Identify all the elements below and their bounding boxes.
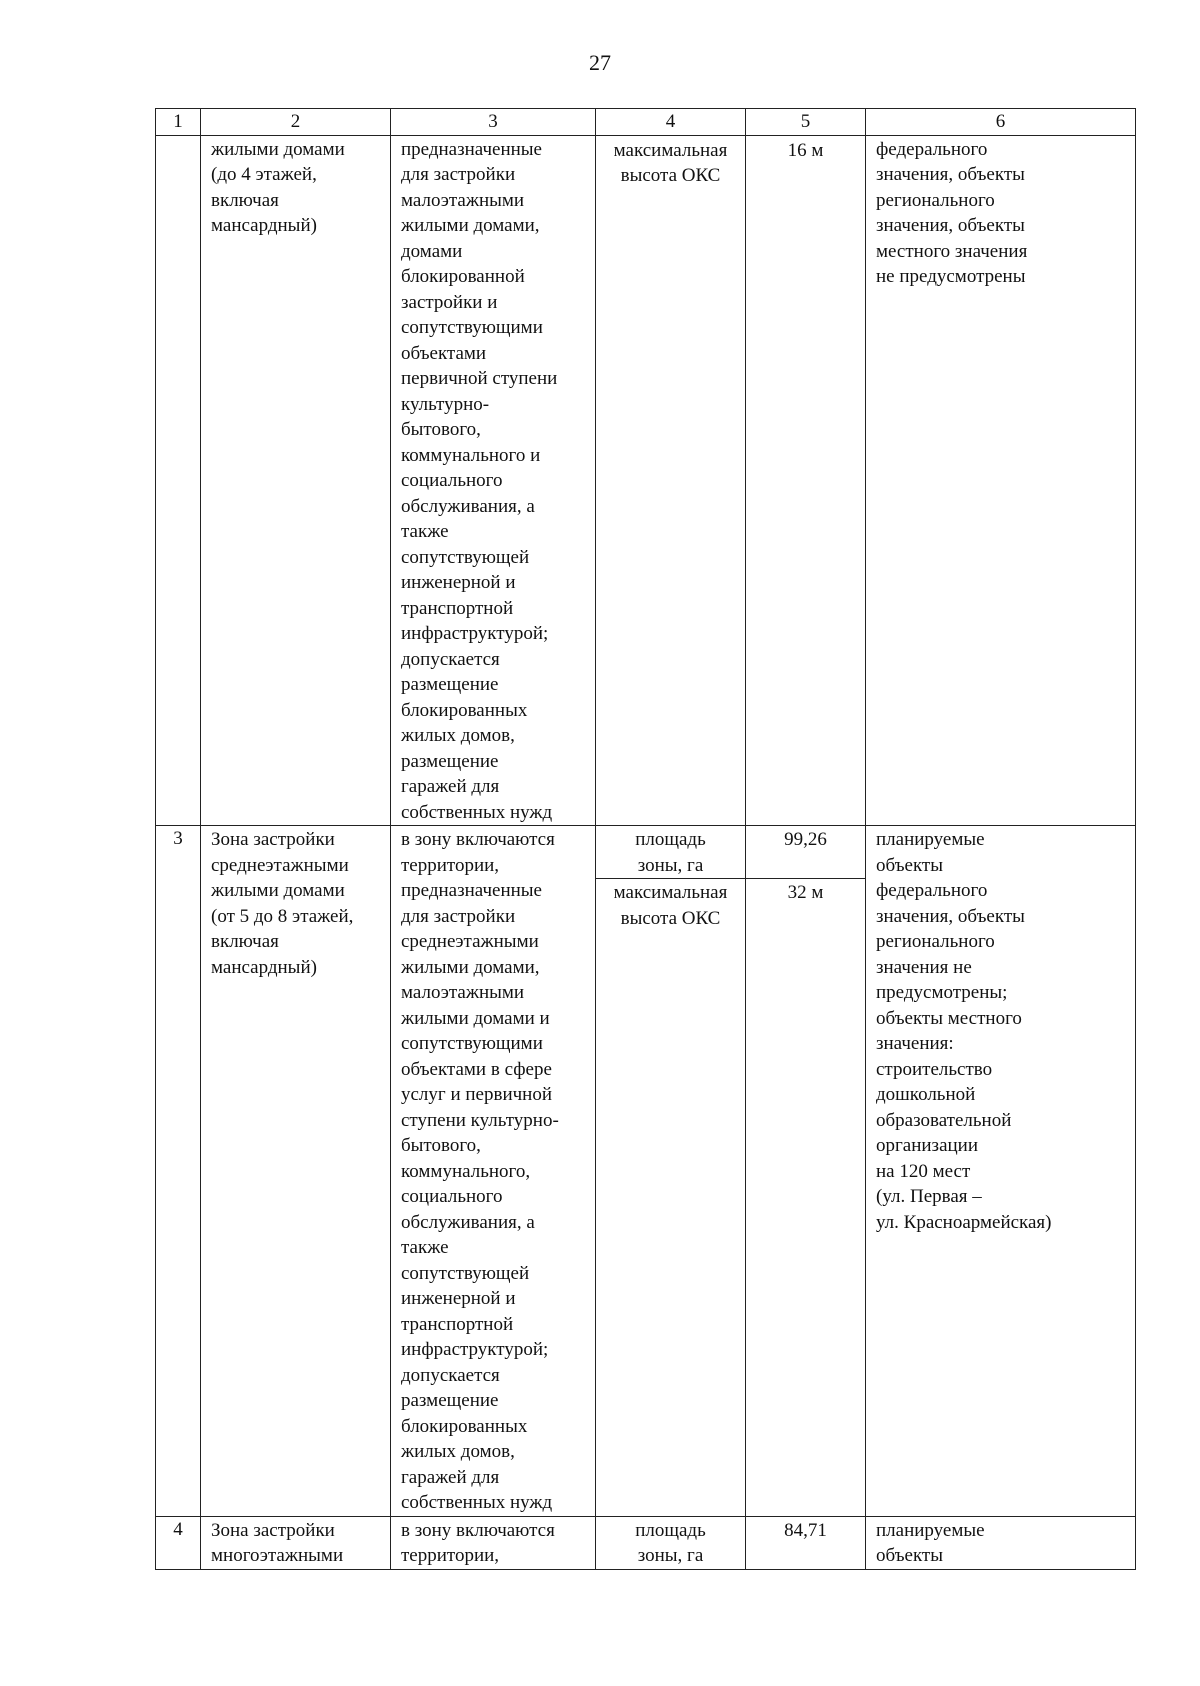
objects-line: организации: [876, 1135, 979, 1156]
height-value-text: 32 м: [787, 882, 824, 903]
objects-line: значения, объекты: [876, 905, 1025, 927]
description-line: услуг и первичной: [401, 1084, 553, 1105]
objects-line: объекты: [876, 1545, 944, 1566]
description-line: сопутствующей: [401, 1262, 530, 1284]
description-line: также: [401, 1237, 449, 1258]
row-number-cell: 4: [156, 1516, 201, 1569]
parameter-value-cell: [746, 826, 866, 1517]
description-line: среднеэтажными: [401, 931, 539, 952]
description-line: инженерной и: [401, 572, 516, 593]
area-parameter-label: [596, 827, 745, 879]
objects-line: федерального: [876, 138, 988, 160]
zone-description-cell: [391, 1516, 596, 1569]
description-line: в зону включаются: [401, 1519, 555, 1541]
description-line: домами: [401, 240, 463, 262]
area-value-text: 99,26: [784, 829, 827, 850]
height-value: [750, 879, 861, 906]
spacer: [746, 853, 865, 879]
height-parameter-label: [600, 137, 741, 189]
description-line: первичной ступени: [401, 368, 558, 389]
height-parameter-label: [600, 879, 741, 931]
header-row: [156, 109, 1136, 136]
description-line: сопутствующими: [401, 1033, 543, 1054]
description-line: обслуживания, а: [401, 495, 535, 517]
description-line: жилых домов,: [401, 1441, 515, 1462]
description-line: малоэтажными: [401, 982, 525, 1003]
zone-name-cell: [201, 1516, 391, 1569]
zone-name-cell: [201, 135, 391, 826]
zone-name-line: Зона застройки: [211, 829, 335, 850]
planned-objects-cell: [866, 826, 1136, 1517]
table-row: [156, 135, 1136, 826]
zone-name-line: включая: [211, 189, 279, 211]
parameter-line: площадь: [635, 829, 706, 850]
description-line: размещение: [401, 750, 499, 772]
planned-objects-cell: [866, 135, 1136, 826]
description-line: допускается: [401, 1364, 500, 1386]
zone-name-line: мансардный): [211, 215, 317, 236]
objects-line: (ул. Первая –: [876, 1186, 982, 1207]
objects-line: местного значения: [876, 240, 1028, 262]
planned-objects-cell: [866, 1516, 1136, 1569]
description-line: коммунального,: [401, 1160, 531, 1182]
zone-name-line: мансардный): [211, 956, 317, 978]
description-line: объектами в сфере: [401, 1058, 552, 1080]
row-number-cell: 3: [156, 826, 201, 1517]
objects-line: значения, объекты: [876, 215, 1025, 236]
description-line: для застройки: [401, 905, 516, 927]
table-row: [156, 1516, 1136, 1569]
header-cell: 6: [866, 109, 1136, 136]
objects-line: ул. Красноармейская): [876, 1211, 1052, 1233]
parameter-line: максимальная: [613, 139, 728, 161]
description-line: в зону включаются: [401, 829, 555, 850]
description-line: территории,: [401, 1545, 500, 1566]
objects-line: планируемые: [876, 829, 985, 850]
area-value: [750, 1518, 861, 1544]
zone-name-line: жилыми домами: [211, 880, 345, 901]
objects-line: значения, объекты: [876, 164, 1025, 185]
description-line: территории,: [401, 854, 500, 876]
parameter-line: высота ОКС: [620, 165, 721, 186]
description-line: жилыми домами,: [401, 956, 540, 978]
description-line: социального: [401, 1186, 503, 1207]
zones-table: [155, 108, 1136, 1570]
description-line: размещение: [401, 674, 499, 695]
parameter-line: площадь: [635, 1519, 706, 1541]
description-line: допускается: [401, 648, 500, 670]
objects-line: на 120 мест: [876, 1160, 971, 1182]
page-number: 27: [589, 50, 611, 75]
objects-line: регионального: [876, 189, 995, 211]
objects-line: предусмотрены;: [876, 982, 1008, 1003]
description-line: сопутствующими: [401, 317, 543, 338]
height-value: [750, 137, 861, 164]
table-row: [156, 826, 1136, 1517]
description-line: блокированных: [401, 699, 528, 721]
description-line: объектами: [401, 342, 487, 364]
parameter-value-cell: [746, 1516, 866, 1569]
objects-line: объекты: [876, 854, 944, 876]
objects-line: образовательной: [876, 1109, 1012, 1131]
parameter-name-cell: [596, 826, 746, 1517]
objects-line: планируемые: [876, 1519, 985, 1541]
objects-line: федерального: [876, 880, 988, 901]
objects-line: не предусмотрены: [876, 266, 1026, 287]
description-line: собственных нужд: [401, 801, 553, 823]
parameter-line: максимальная: [613, 882, 728, 903]
parameter-line: высота ОКС: [620, 907, 721, 929]
description-line: транспортной: [401, 1313, 514, 1335]
description-line: блокированных: [401, 1415, 528, 1437]
height-value-text: 16 м: [787, 139, 824, 161]
area-value: [746, 827, 865, 879]
header-cell: 4: [596, 109, 746, 136]
description-line: культурно-: [401, 393, 490, 415]
zone-name-line: (до 4 этажей,: [211, 164, 317, 185]
header-cell: 5: [746, 109, 866, 136]
description-line: инженерной и: [401, 1288, 516, 1309]
zone-name-line: многоэтажными: [211, 1545, 344, 1566]
description-line: для застройки: [401, 164, 516, 185]
description-line: инфраструктурой;: [401, 623, 549, 644]
parameter-value-cell: [746, 135, 866, 826]
parameter-name-cell: [596, 1516, 746, 1569]
zone-name-line: жилыми домами: [211, 138, 345, 160]
parameter-line: зоны, га: [637, 854, 704, 876]
description-line: бытового,: [401, 419, 481, 440]
description-line: жилыми домами и: [401, 1007, 550, 1029]
description-line: бытового,: [401, 1135, 481, 1156]
zone-name-cell: [201, 826, 391, 1517]
description-line: гаражей для: [401, 776, 500, 797]
objects-line: строительство: [876, 1058, 993, 1080]
description-line: малоэтажными: [401, 189, 525, 211]
header-cell: 3: [391, 109, 596, 136]
description-line: социального: [401, 470, 503, 491]
description-line: ступени культурно-: [401, 1109, 559, 1131]
description-line: жилых домов,: [401, 725, 515, 746]
zone-description-cell: [391, 135, 596, 826]
description-line: обслуживания, а: [401, 1211, 535, 1233]
description-line: предназначенные: [401, 880, 542, 901]
objects-line: значения:: [876, 1033, 954, 1054]
objects-line: дошкольной: [876, 1084, 976, 1105]
area-value-text: 84,71: [784, 1519, 827, 1541]
description-line: также: [401, 521, 449, 542]
parameter-line: зоны, га: [637, 1545, 704, 1566]
zone-name-line: включая: [211, 931, 279, 952]
row-number-cell: [156, 135, 201, 826]
description-line: сопутствующей: [401, 546, 530, 568]
description-line: собственных нужд: [401, 1492, 553, 1513]
description-line: коммунального и: [401, 444, 541, 466]
zone-name-line: (от 5 до 8 этажей,: [211, 905, 354, 927]
description-line: инфраструктурой;: [401, 1339, 549, 1360]
table-body: [156, 109, 1136, 1570]
objects-line: значения не: [876, 956, 972, 978]
zone-name-line: Зона застройки: [211, 1519, 335, 1541]
description-line: блокированной: [401, 266, 525, 287]
description-line: застройки и: [401, 291, 498, 313]
description-line: размещение: [401, 1390, 499, 1411]
objects-line: объекты местного: [876, 1007, 1022, 1029]
zone-name-line: среднеэтажными: [211, 854, 349, 876]
zone-description-cell: [391, 826, 596, 1517]
header-cell: 1: [156, 109, 201, 136]
parameter-name-cell: [596, 135, 746, 826]
description-line: гаражей для: [401, 1466, 500, 1488]
area-parameter-label: [600, 1518, 741, 1569]
header-cell: 2: [201, 109, 391, 136]
description-line: жилыми домами,: [401, 215, 540, 236]
description-line: предназначенные: [401, 138, 542, 160]
objects-line: регионального: [876, 931, 995, 952]
description-line: транспортной: [401, 597, 514, 619]
